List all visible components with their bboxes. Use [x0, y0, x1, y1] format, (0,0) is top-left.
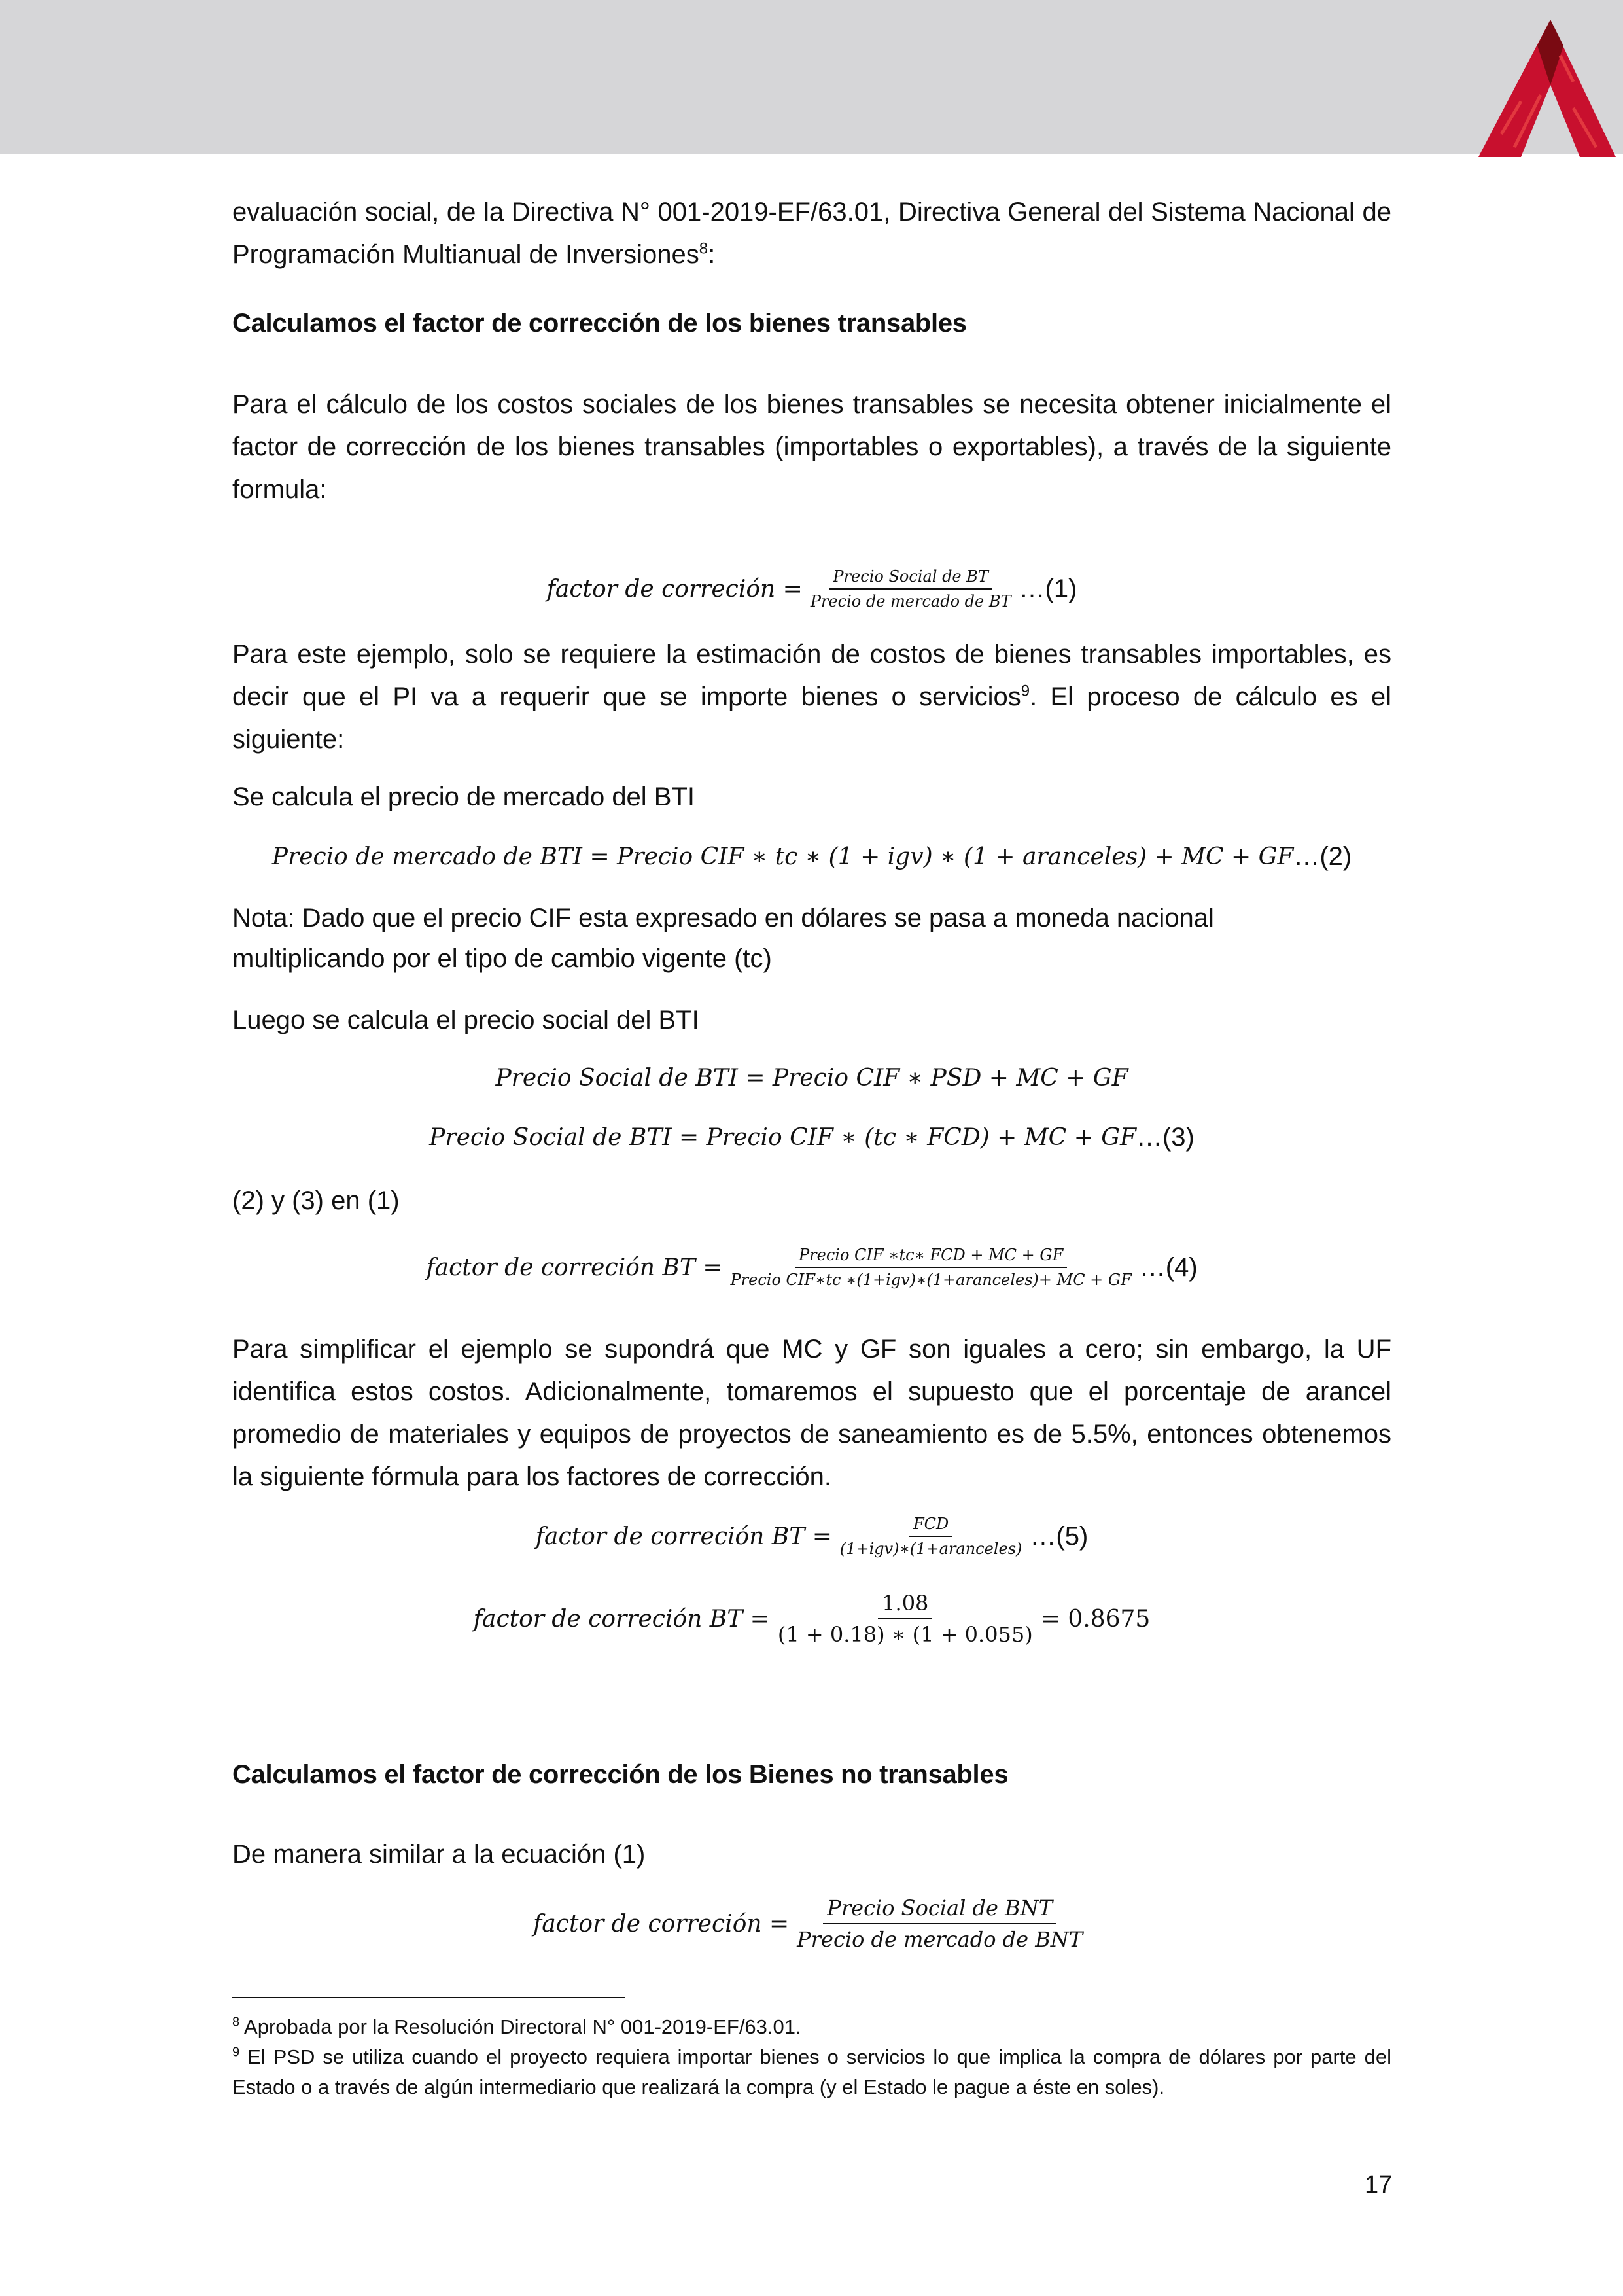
note-paragraph: Nota: Dado que el precio CIF esta expresado en dólares se pasa a moneda nacional multiplicando por el tipo de cambio vigente (tc) [232, 904, 1214, 973]
header-band [0, 0, 1623, 154]
equation-6-fraction: $\frac{1.08}{(1 + 0.18) ∗ (1 + 0.055)}$ [777, 1591, 1033, 1647]
paragraph-precio-social: Luego se calcula el precio social del BTI [232, 1006, 699, 1034]
equation-6: factor de correción BT = $\frac{1.08}{(1 + 0.18) ∗ (1 + 0.055)}$ = 0.8675 [473, 1591, 1151, 1647]
footnote-ref-8[interactable]: 8 [699, 239, 708, 258]
equation-1: factor de correción = $\frac{\text{Precio Social de BT}}{\text{Precio de mercado de BT}}$ …(1) [546, 567, 1077, 610]
section-heading-bienes-transables: Calculamos el factor de corrección de los bienes transables [232, 309, 967, 338]
equation-7-fraction: $\frac{\text{Precio Social de BNT}}{\text{Precio de mercado de BNT}}$ [797, 1896, 1083, 1952]
equation-4-fraction: $\frac{\text{Precio CIF ∗tc∗ FCD + MC + GF}}{\text{Precio CIF∗tc ∗(1+igv)∗(1+aranceles)+ MC + GF}}$ [730, 1246, 1132, 1289]
footnote-8: $^8$ Aprobada por la Resolución Directoral N° 001-2019-EF/63.01. [232, 2015, 801, 2038]
paragraph-manera-similar: De manera similar a la ecuación (1) [232, 1840, 646, 1869]
footnote-separator [232, 1997, 625, 1998]
paragraph-sustitucion: (2) y (3) en (1) [232, 1186, 400, 1215]
footnote-9: $^9$ El PSD se utiliza cuando el proyecto requiera importar bienes o servicios lo que implica la compra de dólares por parte del Estado o a través de algún intermediario que realizará la compra (y el Estado le pague a éste en soles). [232, 2045, 1391, 2098]
equation-5: factor de correción BT = $\frac{\text{FCD}}{\text{(1+igv)∗(1+aranceles)}}$ …(5) [535, 1515, 1089, 1558]
section-heading-bienes-no-transables: Calculamos el factor de corrección de los Bienes no transables [232, 1760, 1009, 1789]
equation-3a: Precio Social de BTI = Precio CIF ∗ PSD + MC + GF [495, 1064, 1128, 1091]
equation-1-fraction: $\frac{\text{Precio Social de BT}}{\text{Precio de mercado de BT}}$ [810, 567, 1011, 610]
paragraph-calculo: Para el cálculo de los costos sociales de los bienes transables se necesita obtener inicialmente el factor de corrección de los bienes transables (importables o exportables), a través de la siguiente formula: [232, 390, 1391, 504]
paragraph-precio-mercado: Se calcula el precio de mercado del BTI [232, 783, 695, 811]
logo-icon [1475, 16, 1619, 157]
paragraph-simplificar: Para simplificar el ejemplo se supondrá que MC y GF son iguales a cero; sin embargo, la UF identifica estos costos. Adicionalmente, tomaremos el supuesto que el porcentaje de arancel promedio de materiales y equipos de proyectos de saneamiento es de 5.5%, entonces obtenemos la siguiente fórmula para los factores de corrección. [232, 1335, 1391, 1491]
equation-3b: Precio Social de BTI = Precio CIF ∗ (tc ∗ FCD) + MC + GF …(3) [429, 1122, 1195, 1152]
footnote-ref-9[interactable]: 9 [1021, 682, 1030, 700]
intro-paragraph: evaluación social, de la Directiva N° 001-2019-EF/63.01, Directiva General del Sistema Nacional de Programación Multianual de Inversiones$^8$: [232, 198, 1391, 269]
equation-2: Precio de mercado de BTI = Precio CIF ∗ tc ∗ (1 + igv) ∗ (1 + aranceles) + MC + GF …(2) [271, 841, 1352, 871]
equation-5-fraction: $\frac{\text{FCD}}{\text{(1+igv)∗(1+aranceles)}}$ [839, 1515, 1022, 1558]
paragraph-ejemplo: Para este ejemplo, solo se requiere la estimación de costos de bienes transables importables, es decir que el PI va a requerir que se importe bienes o servicios$^9$. El proceso de cálculo es el siguiente: [232, 640, 1391, 754]
equation-4: factor de correción BT = $\frac{\text{Precio CIF ∗tc∗ FCD + MC + GF}}{\text{Precio CIF∗tc ∗(1+igv)∗(1+aranceles)+ MC + GF}}$ …(4) [426, 1246, 1198, 1289]
equation-7: factor de correción = $\frac{\text{Precio Social de BNT}}{\text{Precio de mercado de BNT}}$ [232, 1886, 1391, 1962]
page-number: 17 [1365, 2171, 1393, 2199]
